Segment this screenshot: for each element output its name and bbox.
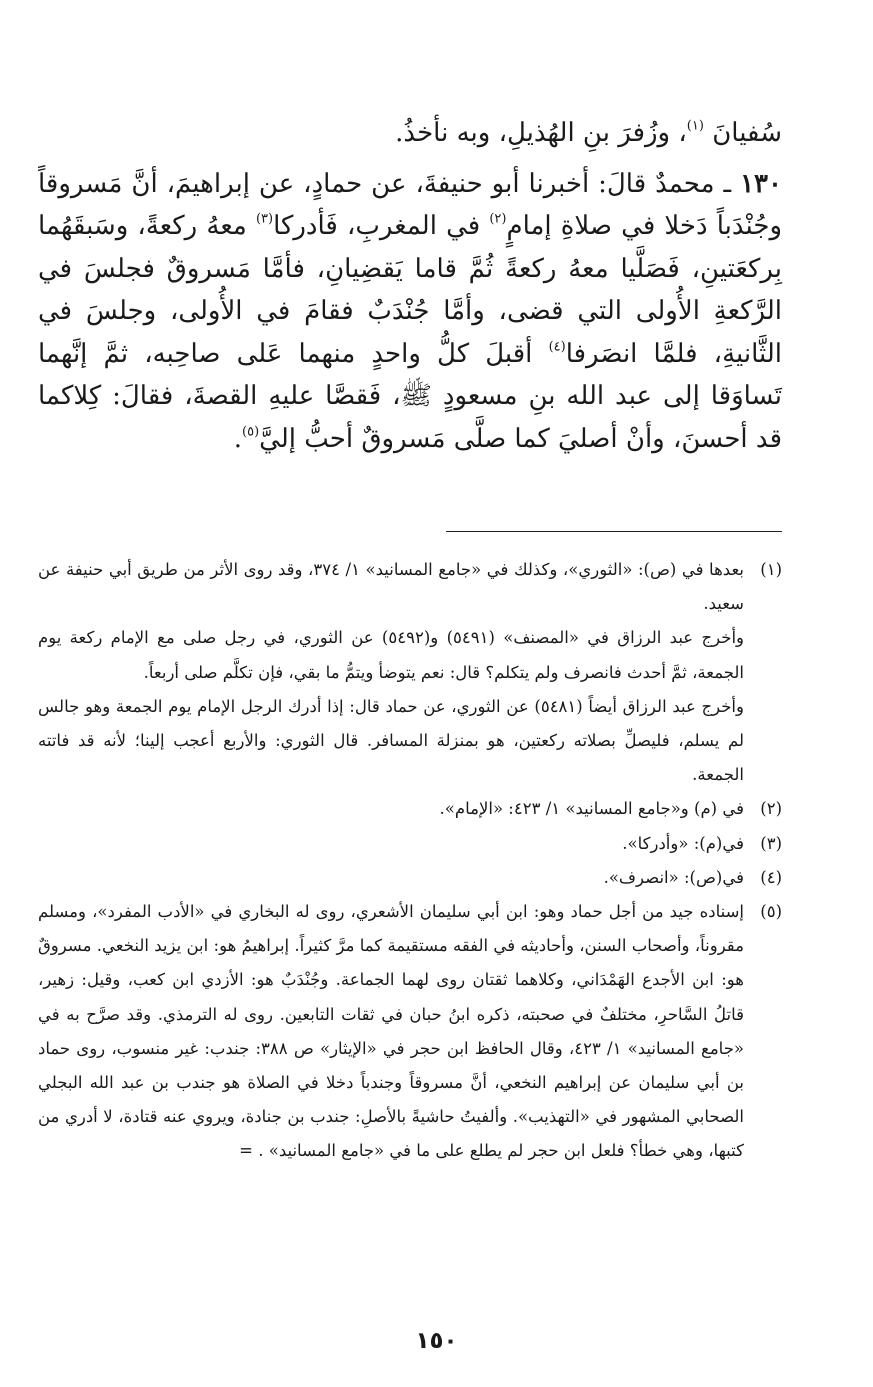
footnote-text: بعدها في (ص): «الثوري»، وكذلك في «جامع المسانيد» ١/ ٣٧٤، وقد روى الأثر من طريق أبي حنيفة عن سعيد.	[38, 560, 744, 614]
hadith-paragraph	[38, 163, 782, 461]
footnote-number: (٥)	[760, 902, 782, 922]
footnote-ref-3: (٣)	[255, 211, 274, 227]
footnote-body	[38, 827, 744, 861]
footnote-ref-4: (٤)	[548, 338, 566, 354]
footnote-text: إسناده جيد من أجل حماد وهو: ابن أبي سليمان الأشعري، روى له البخاري في «الأدب المفرد»، ومسلم مقروناً، وأصحاب السنن، وأحاديثه في الفقه مستقيمة كما مرَّ كثيراً. إبراهيمُ هو: ابن يزيد النخعي. مسروقٌ هو: ابن الأجدع الهَمْدَاني، وكلاهما ثقتان روى لهما الجماعة. وجُنْدَبٌ هو: الأزدي ابن كعب، وقيل: زهير، قاتلُ السَّاحرِ، مختلفٌ في صحبته، ذكره ابنُ حبان في ثقات التابعين. روى له الترمذي. وقد صرَّح به في «جامع المسانيد» ١/ ٤٢٣، وقال الحافظ ابن حجر في «الإيثار» ص ٣٨٨: جندب: غير منسوب، روى حماد بن أبي سليمان عن إبراهيم النخعي، أنَّ مسروقاً وجندباً دخلا في الصلاة هو جندب بن عبد الله البجلي الصحابي المشهور في «التهذيب». وألفيتُ حاشيةً بالأصلِ: جندب بن جنادة، ويروي عنه قتادة، لا أدري من كتبها، وهي خطأ؟ فلعل ابن حجر لم يطلع على ما في «جامع المسانيد» . =	[38, 902, 744, 1161]
footnote-number: (١)	[760, 560, 782, 579]
footnote-text: وأخرج عبد الرزاق في «المصنف» (٥٤٩١) و(٥٤٩٢) عن الثوري، في رجل صلى مع الإمام ركعة يوم الجمعة، ثمَّ أحدث فانصرف ولم يتكلم؟ قال: نعم يتوضأ ويتمُّ ما بقي، فإن تكلَّم صلى أربعاً.	[38, 628, 744, 682]
hadith-number: ١٣٠	[740, 168, 782, 199]
footnote-number: (٣)	[760, 833, 782, 853]
opening-word: سُفيانَ	[712, 118, 782, 148]
footnote-text: وأخرج عبد الرزاق أيضاً (٥٤٨١) عن الثوري، عن حماد قال: إذا أدرك الرجل الإمام يوم الجمعة وهو جالس لم يسلم، فليصلِّ بصلاته ركعتين، هو بمنزلة المسافر. قال الثوري: والأربع أعجب إلينا؛ لأنه قد فاتته الجمعة.	[38, 696, 744, 785]
footnote-body	[38, 792, 744, 826]
hadith-text-b: في المغربِ، فَأدركا	[273, 211, 490, 241]
hadith-text-d: أقبلَ كلُّ واحدٍ منهما عَلى صاحِبه، ثمَّ إنَّهما تَساوَقا إلى عبد الله بنِ مسعودٍ ﷺ، فَقصَّا عليهِ القصةَ، فقالَ: كِلاكما قد أحسنَ، وأنْ أصليَ كما صلَّى مَسروقٌ أحبُّ إليَّ	[38, 338, 782, 454]
footnote-1	[38, 553, 782, 792]
footnote-body	[38, 895, 744, 1169]
opening-rest: ، وزُفرَ بنِ الهُذيلِ، وبه نأخذُ.	[395, 118, 687, 148]
footnote-number: (٤)	[760, 867, 782, 887]
hadith-text-e: .	[233, 423, 243, 454]
footnote-number: (٢)	[760, 799, 782, 819]
footnote-body	[38, 861, 744, 895]
hadith-text-c: معهُ ركعةً، وسَبقَهُما بِركعَتينِ، فَصَلَّيا معهُ ركعةً ثُمَّ قاما يَقضِيانِ، فأمَّا مَسروقٌ فجلسَ في الرَّكعةِ الأُولى التي قضى، وأمَّا جُنْدَبٌ فقامَ في الأُولى، وجلسَ في الثَّانيةِ، فلمَّا انصَرفا	[38, 211, 782, 369]
footnote-ref-1: (١)	[686, 118, 704, 134]
footnote-4	[38, 861, 782, 895]
opening-line	[38, 112, 782, 155]
footnote-text: في (م) و«جامع المسانيد» ١/ ٤٢٣: «الإمام».	[439, 799, 744, 819]
footnote-text: في(ص): «انصرف».	[603, 867, 744, 887]
footnote-body	[38, 553, 744, 792]
footnote-separator	[446, 531, 782, 532]
main-text	[38, 112, 782, 460]
footnote-2	[38, 792, 782, 826]
page	[38, 112, 782, 460]
footnote-5	[38, 895, 782, 1169]
page-number: ١٥٠	[415, 1328, 458, 1354]
footnote-ref-5: (٥)	[242, 423, 260, 439]
footnote-ref-2: (٢)	[489, 211, 507, 227]
footnotes	[38, 553, 782, 1169]
hadith-text-a: ـ محمدٌ قالَ: أخبرنا أبو حنيفةَ، عن حمادٍ، عن إبراهيمَ، أنَّ مَسروقاً وجُنْدَباً دَخلا في صلاةِ إمامٍ	[38, 168, 782, 241]
footnote-text: في(م): «وأدركا».	[622, 833, 744, 853]
footnote-3	[38, 827, 782, 861]
